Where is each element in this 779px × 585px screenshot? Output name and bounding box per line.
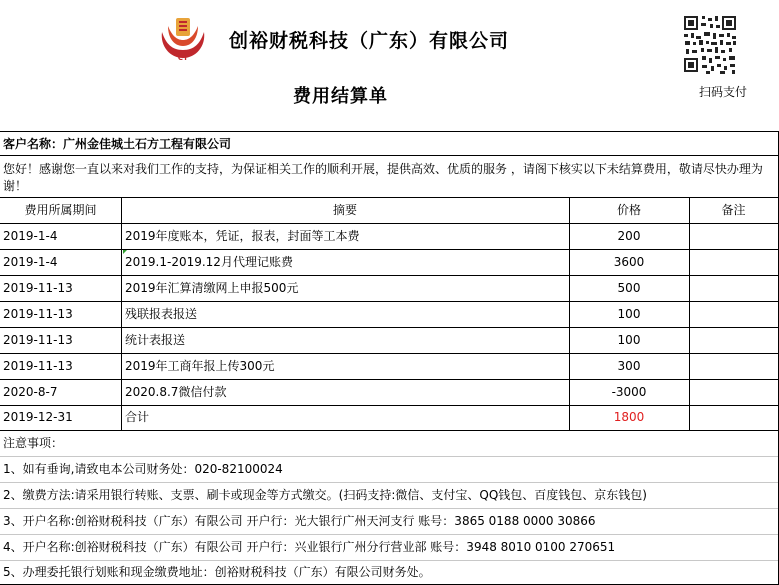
notes-item: 2、缴费方法:请采用银行转账、支票、刷卡或现金等方式缴交。(扫码支持:微信、支付宝、QQ钱包、百度钱包、京东钱包) xyxy=(3,488,647,502)
table-row-summary: 2020.8.7微信付款 xyxy=(125,385,227,399)
notes-item: 4、开户名称:创裕财税科技（广东）有限公司 开户行：兴业银行广州分行营业部 账号：3948 8010 0100 270651 xyxy=(3,540,616,554)
total-row-label: 合计 xyxy=(125,410,150,424)
company-logo xyxy=(156,16,210,62)
document-title: 费用结算单 xyxy=(293,86,388,107)
table-row-summary: 残联报表报送 xyxy=(125,307,198,321)
table-row-price: 500 xyxy=(617,281,641,295)
statement-table xyxy=(0,131,779,585)
table-row-price: 100 xyxy=(617,333,641,347)
notes-heading: 注意事项： xyxy=(3,436,64,450)
notes-item: 3、开户名称:创裕财税科技（广东）有限公司 开户行：光大银行广州天河支行 账号：3865 0188 0000 30866 xyxy=(3,514,596,528)
column-header-note: 备注 xyxy=(721,203,746,217)
notes-item: 5、办理委托银行划账和现金缴费地址：创裕财税科技（广东）有限公司财务处。 xyxy=(3,565,431,579)
table-row-price: 3600 xyxy=(613,255,645,269)
table-row-period: 2019-1-4 xyxy=(3,229,58,243)
table-row-period: 2019-11-13 xyxy=(3,333,73,347)
table-row-period: 2019-11-13 xyxy=(3,281,73,295)
table-row-price: -3000 xyxy=(611,385,647,399)
column-header-period: 费用所属期间 xyxy=(24,203,97,217)
table-row-period: 2019-11-13 xyxy=(3,359,73,373)
table-row-period: 2019-1-4 xyxy=(3,255,58,269)
table-row-summary: 2019年度账本，凭证，报表，封面等工本费 xyxy=(125,229,360,243)
table-row-price: 100 xyxy=(617,307,641,321)
column-header-summary: 摘要 xyxy=(332,203,357,217)
qr-code-label: 扫码支付 xyxy=(699,85,748,99)
table-row-period: 2020-8-7 xyxy=(3,385,58,399)
table-row-summary: 2019.1-2019.12月代理记账费 xyxy=(125,255,293,269)
qr-code-image xyxy=(682,14,738,76)
cell-comment-marker xyxy=(123,250,127,254)
company-name: 创裕财税科技（广东）有限公司 xyxy=(229,30,510,52)
table-row-summary: 2019年工商年报上传300元 xyxy=(125,359,275,373)
table-row-period: 2019-11-13 xyxy=(3,307,73,321)
table-row-price: 200 xyxy=(617,229,641,243)
column-header-price: 价格 xyxy=(616,203,641,217)
total-row-price: 1800 xyxy=(613,410,645,424)
notes-item: 1、如有垂询,请致电本公司财务处：020-82100024 xyxy=(3,462,283,476)
table-row-summary: 2019年汇算清缴网上申报500元 xyxy=(125,281,299,295)
table-row-price: 300 xyxy=(617,359,641,373)
table-row-summary: 统计表报送 xyxy=(125,333,186,347)
customer-name: 客户名称：广州金佳城土石方工程有限公司 xyxy=(3,137,232,151)
svg-text:CY: CY xyxy=(177,54,189,62)
total-row-period: 2019-12-31 xyxy=(3,410,73,424)
greeting-text: 您好！感谢您一直以来对我们工作的支持，为保证相关工作的顺利开展，提供高效、优质的服务 ，请阁下核实以下未结算费用，敬请尽快办理为谢！ xyxy=(3,162,763,193)
